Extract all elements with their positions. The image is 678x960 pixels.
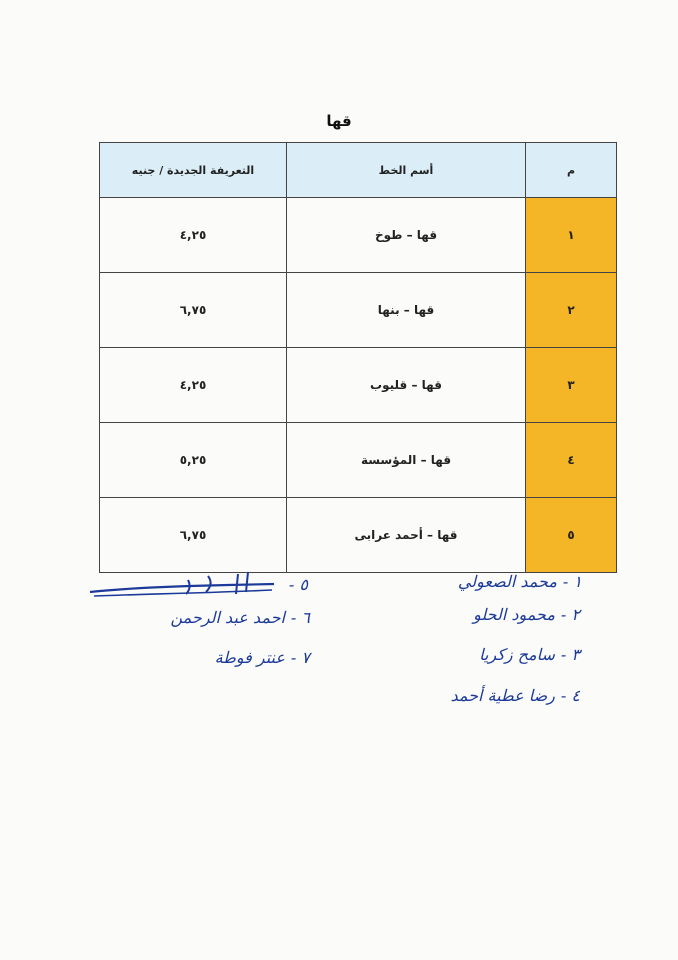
row-fare: ٥,٢٥: [100, 423, 287, 498]
signature-4: [415, 686, 580, 705]
signature-name: سامح زكريا: [479, 645, 555, 664]
header-new-fare: التعريفة الجديدة / جنيه: [100, 143, 287, 198]
signature-name: محمود الحلو: [473, 605, 555, 624]
signature-number: ٥ -: [288, 574, 308, 594]
header-number: م: [526, 143, 617, 198]
row-line-name: قها – بنها: [287, 273, 526, 348]
row-number: ١: [526, 198, 617, 273]
handwritten-signature-mark: [88, 570, 278, 600]
table-row: [100, 498, 617, 573]
tariff-table: [99, 142, 617, 573]
table-row: [100, 198, 617, 273]
table-row: [100, 348, 617, 423]
signature-3: [440, 645, 580, 664]
row-fare: ٤,٢٥: [100, 198, 287, 273]
row-number: ٣: [526, 348, 617, 423]
signature-name: محمد الصعولي: [457, 572, 557, 591]
signature-number: ٣ -: [560, 645, 580, 664]
row-fare: ٦,٧٥: [100, 498, 287, 573]
signature-name: احمد عبد الرحمن: [170, 608, 285, 627]
table-row: [100, 423, 617, 498]
row-number: ٥: [526, 498, 617, 573]
signature-number: ٤ -: [560, 686, 580, 705]
table-header-row: [100, 143, 617, 198]
row-line-name: قها – المؤسسة: [287, 423, 526, 498]
row-number: ٢: [526, 273, 617, 348]
signature-7: [165, 648, 310, 667]
signature-number: ٧ -: [290, 648, 310, 667]
signature-2: [440, 605, 580, 624]
signature-name: عنتر فوطة: [214, 648, 285, 667]
page-title: قها: [326, 112, 352, 130]
row-fare: ٦,٧٥: [100, 273, 287, 348]
signature-1: [432, 572, 582, 591]
signature-6: [110, 608, 310, 627]
row-fare: ٤,٢٥: [100, 348, 287, 423]
row-number: ٤: [526, 423, 617, 498]
signature-name: رضا عطية أحمد: [450, 686, 555, 705]
table-row: [100, 273, 617, 348]
signature-number: ٦ -: [290, 608, 310, 627]
row-line-name: قها – قليوب: [287, 348, 526, 423]
signature-5: [88, 570, 308, 600]
signature-number: ٢ -: [560, 605, 580, 624]
row-line-name: قها – أحمد عرابى: [287, 498, 526, 573]
header-line-name: أسم الخط: [287, 143, 526, 198]
signature-number: ١ -: [562, 572, 582, 591]
row-line-name: قها – طوخ: [287, 198, 526, 273]
